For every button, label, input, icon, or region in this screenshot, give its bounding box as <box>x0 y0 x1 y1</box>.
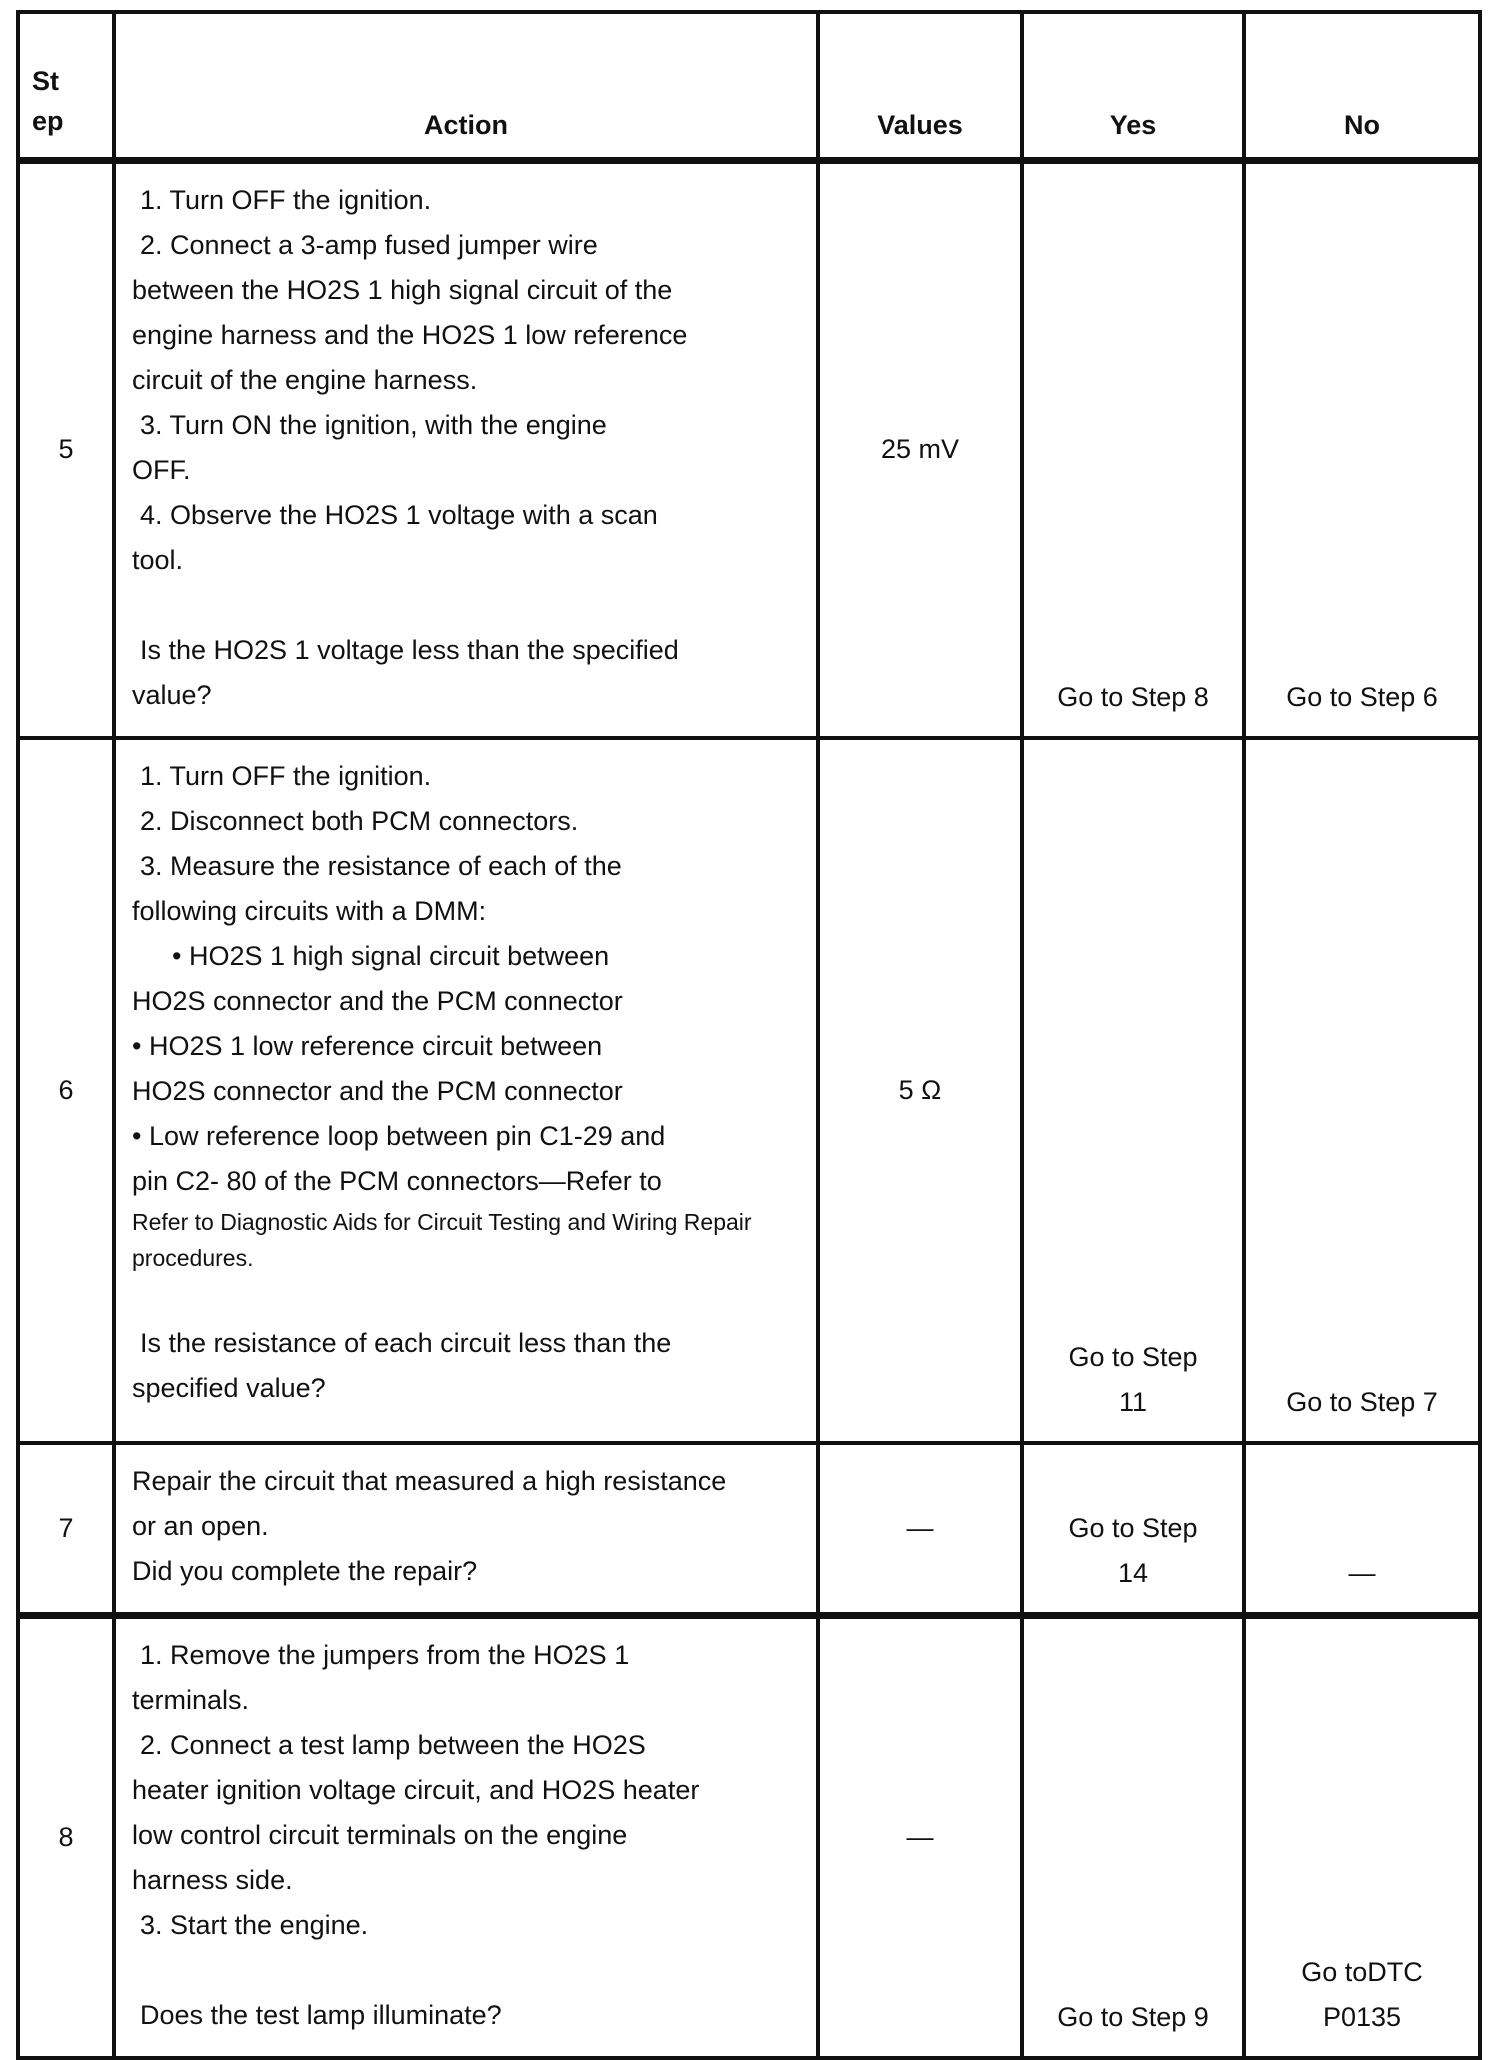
no-cell: — <box>1244 1443 1480 1616</box>
question-text: Is the resistance of each circuit less than the <box>140 1327 672 1358</box>
yes-cell: Go to Step 14 <box>1022 1443 1244 1616</box>
value-cell: 5 Ω <box>818 738 1022 1443</box>
step-number: 6 <box>18 738 114 1443</box>
question-text: Is the HO2S 1 voltage less than the specified <box>140 634 679 665</box>
table-row <box>18 1443 1480 1616</box>
no-header: No <box>1244 12 1480 160</box>
question-text: Does the test lamp illuminate? <box>140 1999 502 2030</box>
table-row <box>18 160 1480 738</box>
diagnostic-table <box>16 10 1482 2060</box>
no-cell: Go to Step 7 <box>1244 738 1480 1443</box>
action-cell: 1. Remove the jumpers from the HO2S 1 terminals. 2. Connect a test lamp between the HO2S heater ignition voltage circuit, and HO2S heater low control circuit terminals on the engine harness side. 3. Start the engine. Does the test lamp illuminate? <box>114 1615 818 2058</box>
values-header: Values <box>818 12 1022 160</box>
yes-cell: Go to Step 8 <box>1022 160 1244 738</box>
table-row <box>18 1615 1480 2058</box>
action-cell: Repair the circuit that measured a high resistance or an open. Did you complete the repair? <box>114 1443 818 1616</box>
value-cell: — <box>818 1443 1022 1616</box>
no-cell: Go toDTC P0135 <box>1244 1615 1480 2058</box>
step-header: St ep <box>18 12 114 160</box>
step-number: 8 <box>18 1615 114 2058</box>
action-cell: 1. Turn OFF the ignition. 2. Connect a 3-amp fused jumper wire between the HO2S 1 high signal circuit of the engine harness and the HO2S 1 low reference circuit of the engine harness. 3. Turn ON the ignition, with the engine OFF. 4. Observe the HO2S 1 voltage with a scan tool. Is the HO2S 1 voltage less than the specified value? <box>114 160 818 738</box>
action-cell: 1. Turn OFF the ignition. 2. Disconnect both PCM connectors. 3. Measure the resistance of each of the following circuits with a DMM: • HO2S 1 high signal circuit between HO2S connector and the PCM connector • HO2S 1 low reference circuit between HO2S connector and the PCM connector • Low reference loop between pin C1-29 and pin C2- 80 of the PCM connectors—Refer to Refer to Diagnostic Aids for Circuit Testing and Wiring Repair procedures. Is the resistance of each circuit less than the specified value? <box>114 738 818 1443</box>
action-header: Action <box>114 12 818 160</box>
table-row <box>18 738 1480 1443</box>
no-cell: Go to Step 6 <box>1244 160 1480 738</box>
step-number: 7 <box>18 1443 114 1616</box>
header-row <box>18 12 1480 160</box>
yes-cell: Go to Step 9 <box>1022 1615 1244 2058</box>
yes-header: Yes <box>1022 12 1244 160</box>
yes-cell: Go to Step 11 <box>1022 738 1244 1443</box>
step-number: 5 <box>18 160 114 738</box>
value-cell: 25 mV <box>818 160 1022 738</box>
value-cell: — <box>818 1615 1022 2058</box>
